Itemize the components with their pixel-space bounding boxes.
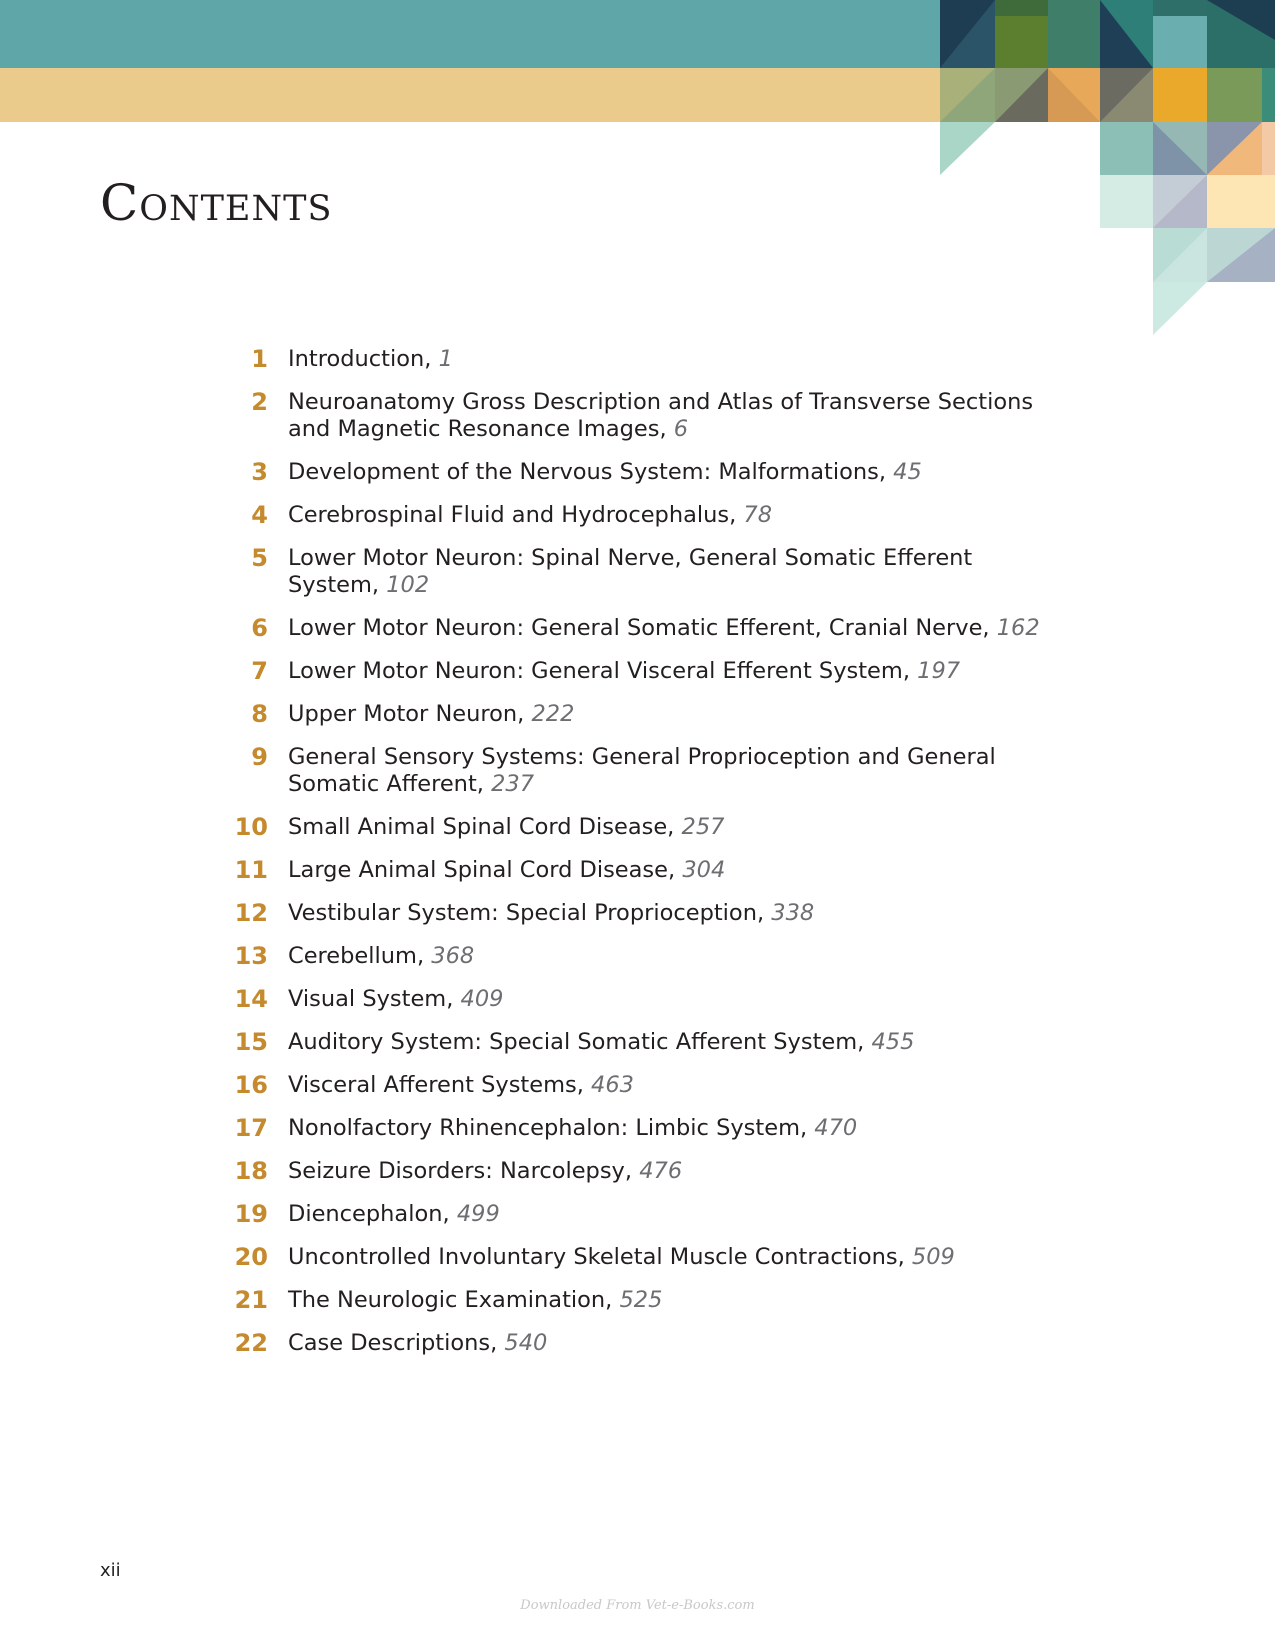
page-number: 1: [438, 346, 453, 372]
page-number: 509: [911, 1244, 955, 1270]
page-number: 197: [917, 658, 961, 684]
chapter-number: 14: [234, 985, 268, 1013]
chapter-title-line: [288, 1029, 1048, 1056]
toc-entry[interactable]: [228, 744, 1048, 798]
chapter-title: General Sensory Systems: General Proprioception and General Somatic Afferent,: [288, 744, 996, 797]
chapter-title: Nonolfactory Rhinencephalon: Limbic System,: [288, 1115, 808, 1141]
toc-entry[interactable]: [228, 1287, 1048, 1314]
page-number: 304: [682, 857, 726, 883]
chapter-title-line: [288, 658, 1048, 685]
page-number: 455: [871, 1029, 915, 1055]
chapter-title: Uncontrolled Involuntary Skeletal Muscle Contractions,: [288, 1244, 905, 1270]
chapter-title-line: [288, 744, 1048, 798]
page-number: 257: [681, 814, 725, 840]
toc-entry[interactable]: [228, 658, 1048, 685]
page-number: 499: [456, 1201, 500, 1227]
toc-entry[interactable]: [228, 900, 1048, 927]
chapter-number: 17: [234, 1114, 268, 1142]
chapter-title-line: [288, 986, 1048, 1013]
toc-entry[interactable]: [228, 545, 1048, 599]
page-number: 237: [491, 771, 535, 797]
toc-entry[interactable]: [228, 459, 1048, 486]
chapter-title: Neuroanatomy Gross Description and Atlas of Transverse Sections and Magnetic Resonance Images,: [288, 389, 1034, 442]
page-title: Contents: [100, 174, 333, 232]
chapter-number: 22: [234, 1329, 268, 1357]
chapter-title-line: [288, 1330, 1048, 1357]
page-number: 540: [504, 1330, 548, 1356]
toc-entry[interactable]: [228, 502, 1048, 529]
chapter-number: 21: [234, 1286, 268, 1314]
page-folio: xii: [100, 1560, 121, 1581]
chapter-title: Large Animal Spinal Cord Disease,: [288, 857, 676, 883]
watermark: Downloaded From Vet-e-Books.com: [520, 1598, 755, 1613]
chapter-title: Small Animal Spinal Cord Disease,: [288, 814, 675, 840]
page-number: 102: [386, 572, 430, 598]
toc-entry[interactable]: [228, 1158, 1048, 1185]
chapter-title: Lower Motor Neuron: General Visceral Efferent System,: [288, 658, 910, 684]
chapter-title: Development of the Nervous System: Malformations,: [288, 459, 886, 485]
page-number: 162: [996, 615, 1040, 641]
chapter-number: 19: [234, 1200, 268, 1228]
toc-entry[interactable]: [228, 701, 1048, 728]
chapter-title: The Neurologic Examination,: [288, 1287, 613, 1313]
chapter-number: 9: [251, 743, 268, 771]
chapter-title-line: [288, 502, 1048, 529]
chapter-title-line: [288, 943, 1048, 970]
toc-entry[interactable]: [228, 857, 1048, 884]
chapter-title: Introduction,: [288, 346, 432, 372]
table-of-contents: [228, 346, 1048, 1373]
toc-entry[interactable]: [228, 1029, 1048, 1056]
toc-entry[interactable]: [228, 346, 1048, 373]
chapter-number: 10: [234, 813, 268, 841]
page-number: 222: [531, 701, 575, 727]
page-number: 470: [814, 1115, 858, 1141]
chapter-number: 12: [234, 899, 268, 927]
chapter-number: 4: [251, 501, 268, 529]
toc-entry[interactable]: [228, 615, 1048, 642]
chapter-number: 11: [234, 856, 268, 884]
page-number: 338: [771, 900, 815, 926]
chapter-title: Diencephalon,: [288, 1201, 450, 1227]
chapter-title-line: [288, 814, 1048, 841]
chapter-title-line: [288, 389, 1048, 443]
chapter-title-line: [288, 1201, 1048, 1228]
chapter-number: 15: [234, 1028, 268, 1056]
toc-entry[interactable]: [228, 814, 1048, 841]
chapter-title: Auditory System: Special Somatic Afferent System,: [288, 1029, 865, 1055]
chapter-title-line: [288, 701, 1048, 728]
chapter-title-line: [288, 615, 1048, 642]
page-number: 6: [673, 416, 689, 442]
chapter-title: Vestibular System: Special Proprioception,: [288, 900, 765, 926]
toc-entry[interactable]: [228, 389, 1048, 443]
chapter-number: 20: [234, 1243, 268, 1271]
toc-entry[interactable]: [228, 1201, 1048, 1228]
page-number: 409: [460, 986, 504, 1012]
chapter-number: 6: [251, 614, 268, 642]
chapter-title-line: [288, 459, 1048, 486]
chapter-number: 7: [251, 657, 268, 685]
page-number: 368: [431, 943, 475, 969]
chapter-number: 16: [234, 1071, 268, 1099]
toc-entry[interactable]: [228, 943, 1048, 970]
chapter-title-line: [288, 1287, 1048, 1314]
chapter-title: Seizure Disorders: Narcolepsy,: [288, 1158, 633, 1184]
page-number: 45: [893, 459, 922, 485]
page-number: 78: [743, 502, 773, 528]
chapter-number: 5: [251, 544, 268, 572]
chapter-number: 2: [251, 388, 268, 416]
chapter-title: Visual System,: [288, 986, 454, 1012]
chapter-number: 3: [251, 458, 268, 486]
chapter-title: Cerebellum,: [288, 943, 425, 969]
page-number: 463: [591, 1072, 634, 1098]
chapter-number: 13: [234, 942, 268, 970]
chapter-title-line: [288, 1244, 1048, 1271]
toc-entry[interactable]: [228, 1115, 1048, 1142]
chapter-title: Upper Motor Neuron,: [288, 701, 525, 727]
chapter-title: Lower Motor Neuron: Spinal Nerve, General Somatic Efferent System,: [288, 545, 973, 598]
decorative-mosaic: [0, 0, 1275, 340]
toc-entry[interactable]: [228, 1244, 1048, 1271]
chapter-title: Case Descriptions,: [288, 1330, 498, 1356]
chapter-title-line: [288, 1158, 1048, 1185]
chapter-title-line: [288, 857, 1048, 884]
chapter-number: 8: [251, 700, 268, 728]
chapter-number: 1: [251, 345, 268, 373]
chapter-title: Cerebrospinal Fluid and Hydrocephalus,: [288, 502, 737, 528]
chapter-title-line: [288, 1072, 1048, 1099]
chapter-number: 18: [234, 1157, 268, 1185]
toc-entry[interactable]: [228, 1330, 1048, 1357]
chapter-title: Lower Motor Neuron: General Somatic Efferent, Cranial Nerve,: [288, 615, 990, 641]
chapter-title-line: [288, 1115, 1048, 1142]
chapter-title-line: [288, 346, 1048, 373]
toc-entry[interactable]: [228, 986, 1048, 1013]
page-number: 476: [639, 1158, 683, 1184]
chapter-title: Visceral Afferent Systems,: [288, 1072, 584, 1098]
chapter-title-line: [288, 545, 1048, 599]
chapter-title-line: [288, 900, 1048, 927]
page-number: 525: [619, 1287, 663, 1313]
toc-entry[interactable]: [228, 1072, 1048, 1099]
